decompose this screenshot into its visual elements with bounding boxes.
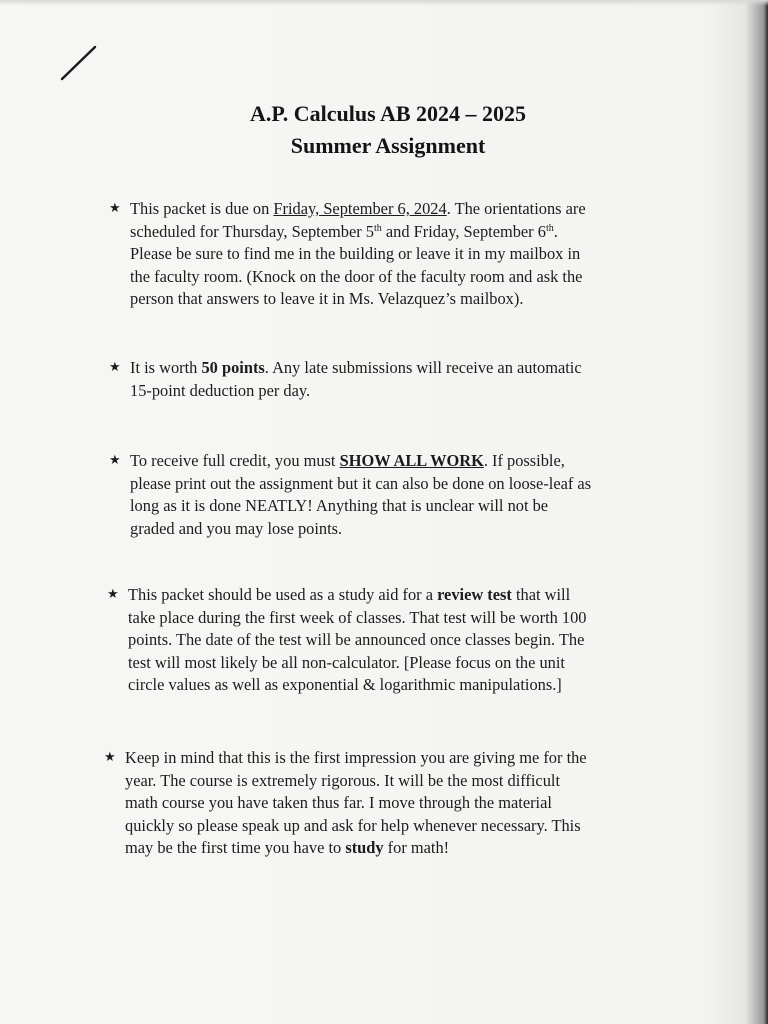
bullet-line: take place during the first week of classes. That test will be worth 100 [128,607,587,627]
bullet-line: points. The date of the test will be announced once classes begin. The [128,630,585,650]
star-icon: ★ [109,201,121,216]
show-all-work-text: SHOW ALL WORK [339,451,484,470]
bullet-line: please print out the assignment but it can also be done on loose-leaf as [130,473,592,493]
bullet-line: 15-point deduction per day. [130,380,311,400]
bullet-line: test will most likely be all non-calculator. [Please focus on the unit [128,652,565,672]
document-subtitle: Summer Assignment [290,133,486,158]
bullet-line: year. The course is extremely rigorous. It will be the most difficult [125,770,561,790]
bullet-line: the faculty room. (Knock on the door of the faculty room and ask the [130,266,583,286]
bullet-points-worth [109,357,582,402]
study-text: study [345,838,384,858]
star-icon: ★ [109,453,121,468]
star-icon: ★ [107,587,119,602]
star-icon: ★ [104,750,116,765]
bullet-line: Please be sure to find me in the building or leave it in my mailbox in [130,244,581,264]
bullet-line: may be the first time you have to study for math! [125,838,450,858]
star-icon: ★ [109,360,121,375]
review-test-text: review test [437,585,512,604]
due-date-text: Friday, September 6, 2024 [273,199,447,218]
document-title: A.P. Calculus AB 2024 – 2025 [249,101,527,126]
bullet-line: This packet is due on Friday, September 6, 2024. The orientations are [130,199,586,218]
points-value: 50 points [201,358,265,377]
bullet-line: scheduled for Thursday, September 5th and Friday, September 6th. [130,221,558,241]
bullet-line: circle values as well as exponential & logarithmic manipulations.] [128,675,562,695]
bullet-line: graded and you may lose points. [130,518,343,538]
pen-slash-mark-icon [52,42,102,84]
bullet-line: math course you have taken thus far. I move through the material [125,793,552,813]
bullet-line: To receive full credit, you must SHOW ALL WORK. If possible, [130,451,565,470]
bullet-first-impression [104,747,587,860]
bullet-line: person that answers to leave it in Ms. Velazquez’s mailbox). [130,289,524,309]
bullet-line: This packet should be used as a study aid for a review test that will [128,585,571,604]
bullet-review-test [107,584,587,697]
bullet-line: It is worth 50 points. Any late submissions will receive an automatic [130,358,582,377]
bullet-show-work [109,450,592,540]
bullet-due-date [109,198,586,311]
bullet-line: quickly so please speak up and ask for help whenever necessary. This [125,815,581,835]
bullet-line: Keep in mind that this is the first impression you are giving me for the [125,748,587,767]
bullet-line: long as it is done NEATLY! Anything that is unclear will not be [130,496,549,516]
page-top-edge [0,0,768,6]
